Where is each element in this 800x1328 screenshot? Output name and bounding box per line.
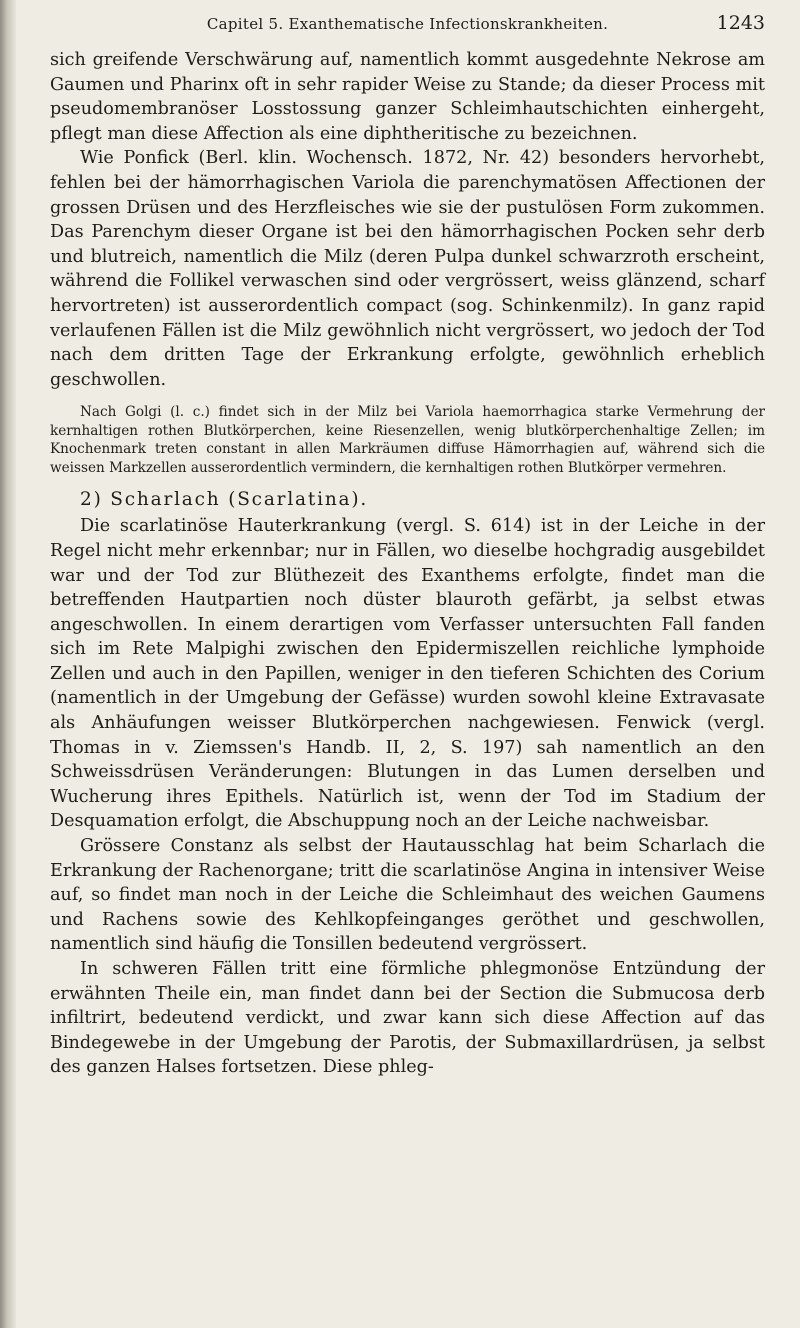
paragraph: Grössere Constanz als selbst der Hautausschlag hat beim Scharlach die Erkrankung der Rachenorgane; tritt die scarlatinöse Angina in intensiver Weise auf, so findet man noch in der Leiche die Schleimhaut des weichen Gaumens und Rachens sowie des Kehlkopfeinganges geröthet und geschwollen, namentlich sind häufig die Tonsillen bedeutend vergrössert.	[50, 836, 765, 955]
main-text	[50, 48, 765, 392]
book-spine-shadow	[0, 0, 16, 1328]
paragraph: In schweren Fällen tritt eine förmliche phlegmonöse Entzündung der erwähnten Theile ein, man findet dann bei der Section die Submucosa derb infiltrirt, bedeutend verdickt, und zwar kann sich diese Affection auf das Bindegewebe in der Umgebung der Parotis, der Submaxillardrüsen, ja selbst des ganzen Halses fortsetzen. Diese phleg-	[50, 959, 765, 1078]
paragraph: sich greifende Verschwärung auf, namentlich kommt ausgedehnte Nekrose am Gaumen und Pharinx oft in sehr rapider Weise zu Stande; da dieser Process mit pseudomembranöser Losstossung ganzer Schleimhautschichten einhergeht, pflegt man diese Affection als eine diphtheritische zu bezeichnen.	[50, 50, 765, 144]
chapter-title: Capitel 5. Exanthematische Infectionskrankheiten.	[206, 15, 609, 33]
small-print-note	[50, 403, 765, 477]
book-page	[50, 8, 765, 1080]
page-number: 1243	[716, 12, 765, 34]
section-text	[50, 514, 765, 1080]
note-text: Nach Golgi (l. c.) findet sich in der Milz bei Variola haemorrhagica starke Vermehrung der kernhaltigen rothen Blutkörperchen, keine Riesenzellen, wenig blutkörperchenhaltige Zellen; im Knochenmark treten constant in allen Markräumen diffuse Hämorrhagien auf, während sich die weissen Markzellen ausserordentlich vermindern, die kernhaltigen rothen Blutkörper vermehren.	[50, 404, 765, 476]
section-heading: 2) Scharlach (Scarlatina).	[80, 489, 369, 511]
paragraph: Wie Ponfick (Berl. klin. Wochensch. 1872, Nr. 42) besonders hervorhebt, fehlen bei der hämorrhagischen Variola die parenchymatösen Affectionen der grossen Drüsen und des Herzfleisches wie sie der pustulösen Form zukommen. Das Parenchym dieser Organe ist bei den hämorrhagischen Pocken sehr derb und blutreich, namentlich die Milz (deren Pulpa dunkel schwarzroth erscheint, während die Follikel verwaschen sind oder vergrössert, weiss glänzend, scharf hervortreten) ist ausserordentlich compact (sog. Schinkenmilz). In ganz rapid verlaufenen Fällen ist die Milz gewöhnlich nicht vergrössert, wo jedoch der Tod nach dem dritten Tage der Erkrankung erfolgte, gewöhnlich erheblich geschwollen.	[50, 148, 765, 390]
paragraph: Die scarlatinöse Hauterkrankung (vergl. S. 614) ist in der Leiche in der Regel nicht mehr erkennbar; nur in Fällen, wo dieselbe hochgradig ausgebildet war und der Tod zur Blüthezeit des Exanthems erfolgte, findet man die betreffenden Hautpartien noch düster blauroth gefärbt, ja selbst etwas angeschwollen. In einem derartigen vom Verfasser untersuchten Fall fanden sich im Rete Malpighi zwischen den Epidermiszellen reichliche lymphoide Zellen und auch in den Papillen, weniger in den tieferen Schichten des Corium (namentlich in der Umgebung der Gefässe) wurden sowohl kleine Extravasate als Anhäufungen weisser Blutkörperchen nachgewiesen. Fenwick (vergl. Thomas in v. Ziemssen's Handb. II, 2, S. 197) sah namentlich an den Schweissdrüsen Veränderungen: Blutungen in das Lumen derselben und Wucherung ihres Epithels. Natürlich ist, wenn der Tod im Stadium der Desquamation erfolgt, die Abschuppung noch an der Leiche nachweisbar.	[50, 516, 765, 832]
running-header	[50, 8, 765, 48]
